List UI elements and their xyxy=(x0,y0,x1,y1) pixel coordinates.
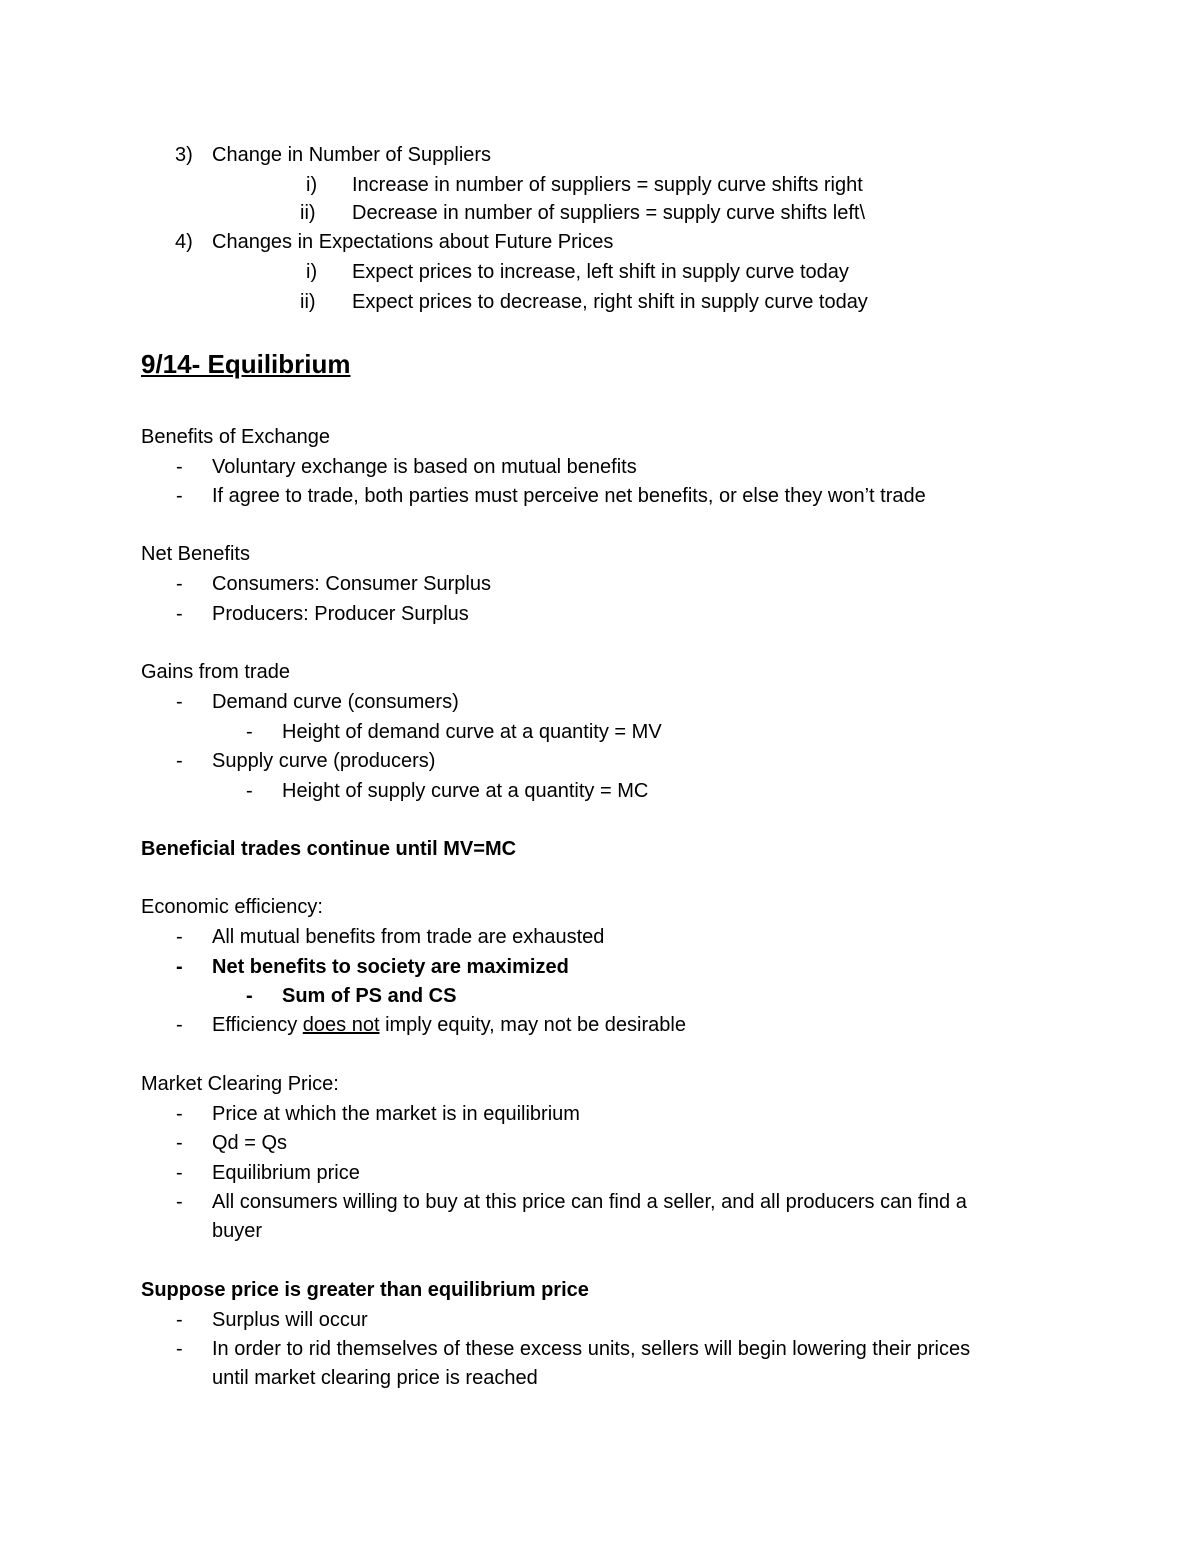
efficiency-text-post: imply equity, may not be desirable xyxy=(379,1014,686,1036)
list-item: Sum of PS and CS xyxy=(282,985,457,1007)
list-item: Supply curve (producers) xyxy=(212,750,436,772)
suppose-heading: Suppose price is greater than equilibrium price xyxy=(141,1279,589,1301)
benefits-heading: Benefits of Exchange xyxy=(141,426,331,448)
bullet: - xyxy=(246,721,253,743)
bullet: - xyxy=(176,485,183,507)
efficiency-heading: Economic efficiency: xyxy=(141,896,323,918)
list-item: Changes in Expectations about Future Prices xyxy=(212,231,614,253)
bullet: - xyxy=(176,456,183,478)
bullet: - xyxy=(176,1014,183,1036)
bullet: - xyxy=(176,691,183,713)
net-benefits-heading: Net Benefits xyxy=(141,543,250,565)
list-item: Voluntary exchange is based on mutual benefits xyxy=(212,456,637,478)
market-clearing-heading: Market Clearing Price: xyxy=(141,1073,339,1095)
underlined-text: does not xyxy=(302,1014,380,1036)
bullet: - xyxy=(176,1132,183,1154)
efficiency-text-pre: Efficiency xyxy=(212,1014,303,1036)
list-item: If agree to trade, both parties must perceive net benefits, or else they won’t trade xyxy=(212,485,926,507)
bullet: - xyxy=(176,603,183,625)
bullet: - xyxy=(176,1103,183,1125)
list-item: Expect prices to increase, left shift in supply curve today xyxy=(352,261,849,283)
bullet: - xyxy=(176,1338,183,1360)
bullet: - xyxy=(176,1162,183,1184)
section-title: 9/14- Equilibrium xyxy=(141,349,351,379)
list-item: Decrease in number of suppliers = supply curve shifts left\ xyxy=(352,202,866,224)
gains-heading: Gains from trade xyxy=(141,661,290,683)
list-item: Height of demand curve at a quantity = MV xyxy=(282,721,662,743)
bullet: - xyxy=(246,780,253,802)
list-item: Qd = Qs xyxy=(212,1132,288,1154)
list-marker: ii) xyxy=(300,202,316,224)
list-item: In order to rid themselves of these excess units, sellers will begin lowering their prices xyxy=(212,1338,971,1360)
bullet: - xyxy=(176,1309,183,1331)
list-item-continuation: until market clearing price is reached xyxy=(212,1367,538,1389)
bullet: - xyxy=(176,573,183,595)
list-marker: i) xyxy=(306,174,318,196)
list-item-continuation: buyer xyxy=(212,1220,263,1242)
list-item: Increase in number of suppliers = supply curve shifts right xyxy=(352,174,863,196)
list-item: Equilibrium price xyxy=(212,1162,360,1184)
beneficial-trades-heading: Beneficial trades continue until MV=MC xyxy=(141,838,517,860)
list-item: Price at which the market is in equilibrium xyxy=(212,1103,580,1125)
list-item: Expect prices to decrease, right shift in supply curve today xyxy=(352,291,868,313)
list-item: Change in Number of Suppliers xyxy=(212,144,492,166)
list-item: Net benefits to society are maximized xyxy=(212,956,569,978)
list-item: Demand curve (consumers) xyxy=(212,691,459,713)
list-item: Producers: Producer Surplus xyxy=(212,603,469,625)
list-marker: i) xyxy=(306,261,318,283)
list-marker: 3) xyxy=(175,144,193,166)
bullet: - xyxy=(246,985,253,1007)
bullet: - xyxy=(176,956,183,978)
bullet: - xyxy=(176,926,183,948)
list-item: Height of supply curve at a quantity = MC xyxy=(282,780,649,802)
bullet: - xyxy=(176,1191,183,1213)
bullet: - xyxy=(176,750,183,772)
list-item: Consumers: Consumer Surplus xyxy=(212,573,491,595)
list-item xyxy=(212,1013,686,1037)
list-item: All mutual benefits from trade are exhausted xyxy=(212,926,605,948)
list-item: Surplus will occur xyxy=(212,1309,368,1331)
list-item: All consumers willing to buy at this price can find a seller, and all producers can find a xyxy=(212,1191,967,1213)
list-marker: 4) xyxy=(175,231,193,253)
list-marker: ii) xyxy=(300,291,316,313)
